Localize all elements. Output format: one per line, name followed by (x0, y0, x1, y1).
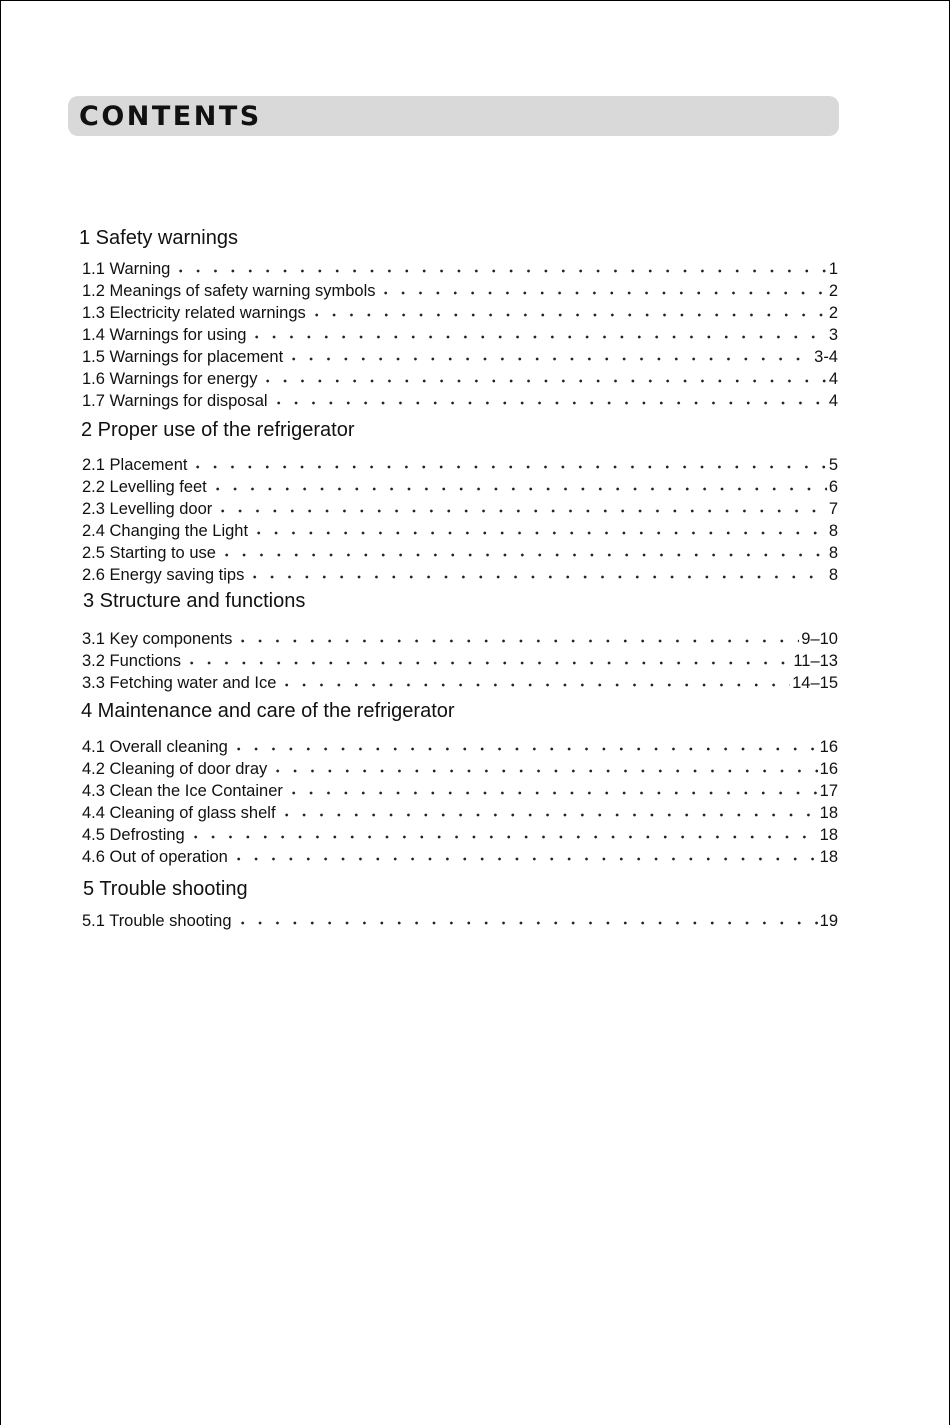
toc-entry-page: 2 (828, 282, 838, 300)
toc-entry (82, 758, 838, 780)
dot-leader (230, 846, 818, 868)
toc-entry-page: 3 (828, 326, 838, 344)
section-title: 3 Structure and functions (83, 590, 306, 612)
section-title: 1 Safety warnings (79, 227, 238, 249)
dot-leader (270, 390, 827, 412)
toc-entry (82, 824, 838, 846)
toc-entry (82, 780, 838, 802)
toc-entry-label: 3.1 Key components (82, 630, 233, 648)
toc-entry-page: 18 (819, 848, 838, 866)
toc-entry (82, 520, 838, 542)
toc-entry-label: 4.6 Out of operation (82, 848, 228, 866)
contents-banner (68, 96, 839, 136)
toc-entry (82, 368, 838, 390)
toc-entry (82, 846, 838, 868)
toc-entry-page: 2 (828, 304, 838, 322)
toc-entry (82, 280, 838, 302)
dot-leader (187, 824, 818, 846)
toc-entry-label: 1.1 Warning (82, 260, 171, 278)
toc-entry-label: 3.2 Functions (82, 652, 182, 670)
toc-entry-page: 6 (828, 478, 838, 496)
toc-entry-label: 1.2 Meanings of safety warning symbols (82, 282, 376, 300)
toc-entry-page: 4 (828, 392, 838, 410)
toc-entry-page: 18 (819, 826, 838, 844)
toc-entry-page: 17 (819, 782, 838, 800)
dot-leader (214, 498, 827, 520)
toc-entry-page: 5 (828, 456, 838, 474)
dot-leader (285, 780, 818, 802)
toc-entry-label: 2.1 Placement (82, 456, 188, 474)
toc-entry (82, 628, 838, 650)
toc-entry-label: 2.2 Levelling feet (82, 478, 207, 496)
dot-leader (377, 280, 826, 302)
toc-entry-label: 3.3 Fetching water and Ice (82, 674, 277, 692)
toc-entry-label: 2.6 Energy saving tips (82, 566, 245, 584)
toc-entry-page: 19 (819, 912, 838, 930)
toc-entry-page: 14–15 (792, 674, 838, 692)
toc-entry-label: 4.3 Clean the Ice Container (82, 782, 283, 800)
toc-entry-page: 8 (828, 566, 838, 584)
toc-entry-page: 11–13 (793, 652, 838, 670)
toc-entry-page: 3-4 (814, 348, 838, 366)
dot-leader (183, 650, 791, 672)
toc-entry-page: 16 (819, 760, 838, 778)
toc-entry-page: 16 (819, 738, 838, 756)
toc-entry-label: 1.5 Warnings for placement (82, 348, 284, 366)
toc-entry (82, 736, 838, 758)
toc-entry (82, 454, 838, 476)
toc-entry-label: 1.7 Warnings for disposal (82, 392, 268, 410)
toc-entry-page: 9–10 (801, 630, 838, 648)
toc-entry-page: 8 (828, 522, 838, 540)
toc-entry (82, 324, 838, 346)
section-title: 2 Proper use of the refrigerator (81, 419, 355, 441)
toc-entry-label: 2.3 Levelling door (82, 500, 213, 518)
toc-entry-label: 5.1 Trouble shooting (82, 912, 232, 930)
section-title: 5 Trouble shooting (83, 878, 248, 900)
dot-leader (246, 564, 826, 586)
toc-entry-page: 7 (828, 500, 838, 518)
dot-leader (278, 672, 790, 694)
toc-entry (82, 498, 838, 520)
toc-entry (82, 542, 838, 564)
toc-entry-page: 18 (819, 804, 838, 822)
toc-entry-page: 8 (828, 544, 838, 562)
section-title: 4 Maintenance and care of the refrigerator (81, 700, 455, 722)
dot-leader (308, 302, 827, 324)
dot-leader (234, 910, 818, 932)
toc-entry-label: 2.5 Starting to use (82, 544, 216, 562)
dot-leader (230, 736, 818, 758)
toc-entry (82, 802, 838, 824)
dot-leader (285, 346, 812, 368)
dot-leader (269, 758, 817, 780)
toc-entry (82, 910, 838, 932)
dot-leader (248, 324, 826, 346)
toc-entry-page: 1 (828, 260, 838, 278)
toc-entry-label: 4.4 Cleaning of glass shelf (82, 804, 276, 822)
toc-entry-label: 2.4 Changing the Light (82, 522, 249, 540)
dot-leader (234, 628, 799, 650)
dot-leader (218, 542, 827, 564)
toc-entry (82, 564, 838, 586)
toc-entry-label: 4.1 Overall cleaning (82, 738, 228, 756)
page-title: CONTENTS (79, 101, 262, 132)
dot-leader (172, 258, 826, 280)
toc-entry (82, 390, 838, 412)
toc-entry (82, 650, 838, 672)
toc-entry (82, 346, 838, 368)
toc-entry (82, 258, 838, 280)
toc-entry-label: 1.4 Warnings for using (82, 326, 247, 344)
toc-entry (82, 476, 838, 498)
toc-entry-label: 4.5 Defrosting (82, 826, 185, 844)
toc-entry-page: 4 (828, 370, 838, 388)
toc-entry-label: 1.6 Warnings for energy (82, 370, 258, 388)
toc-entry-label: 4.2 Cleaning of door dray (82, 760, 268, 778)
dot-leader (209, 476, 827, 498)
toc-entry-label: 1.3 Electricity related warnings (82, 304, 306, 322)
dot-leader (278, 802, 818, 824)
dot-leader (189, 454, 826, 476)
toc-entry (82, 672, 838, 694)
dot-leader (259, 368, 826, 390)
dot-leader (250, 520, 827, 542)
toc-entry (82, 302, 838, 324)
